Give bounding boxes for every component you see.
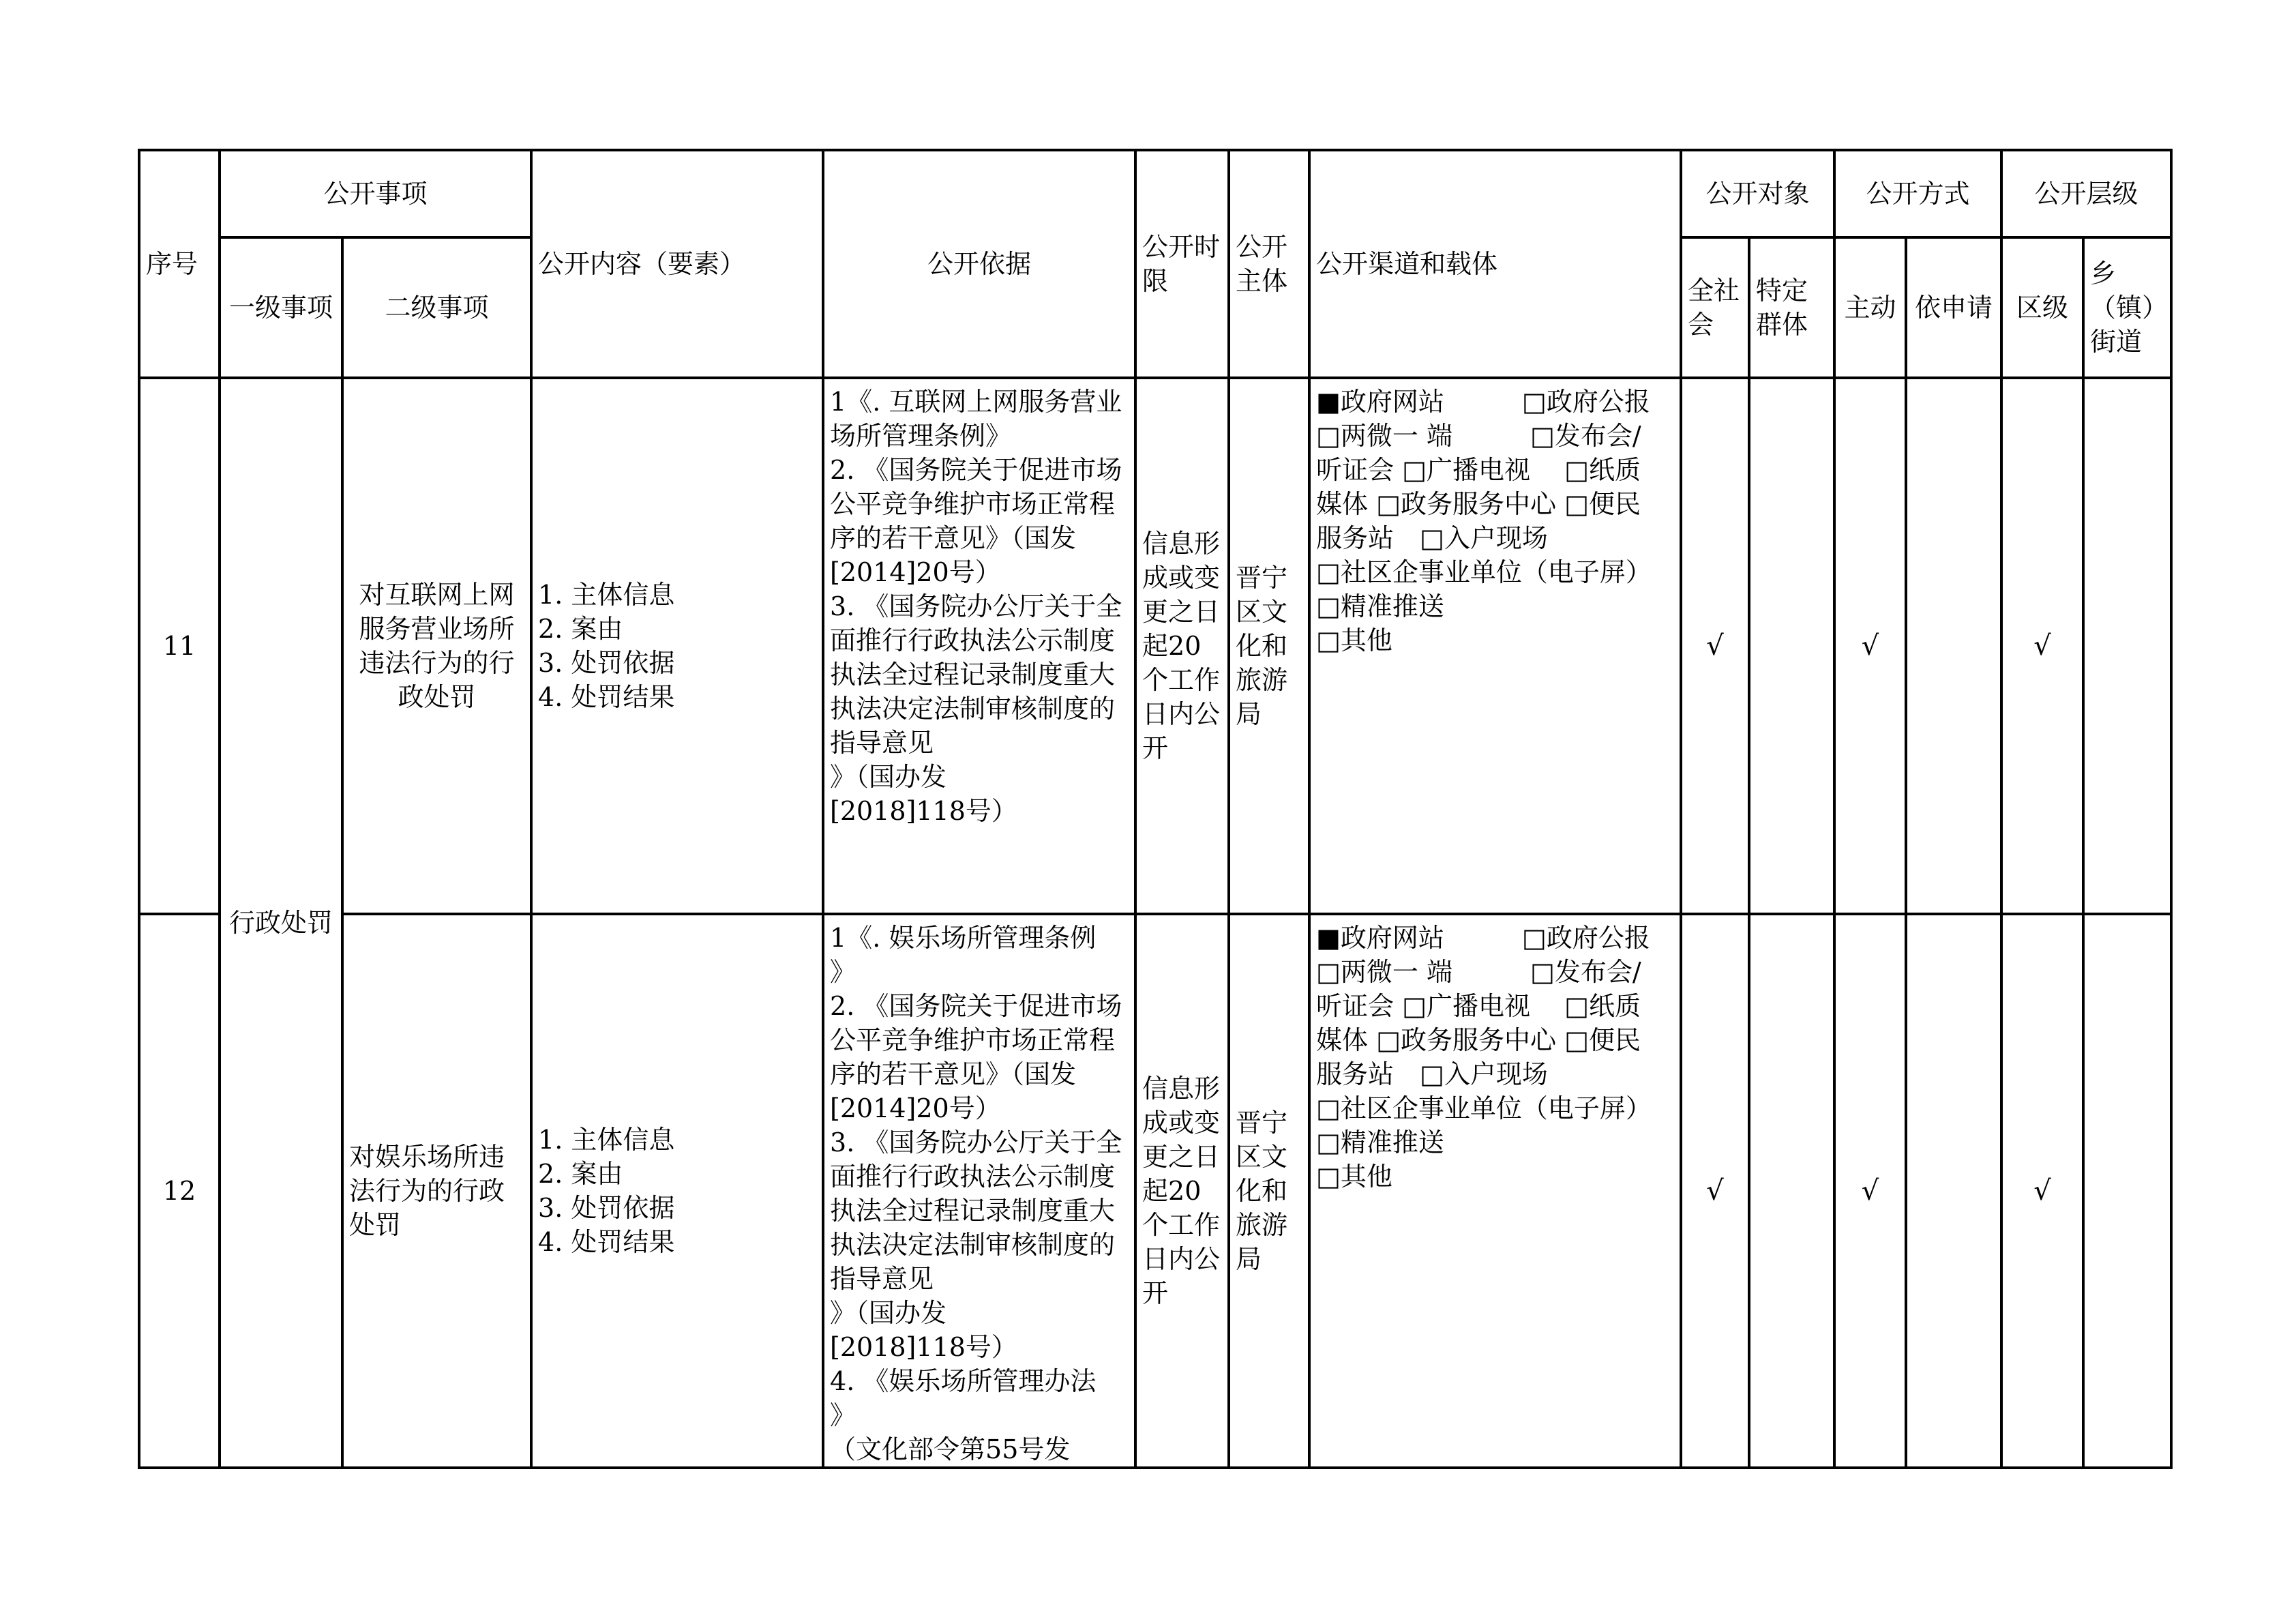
row-method-apply-check	[1906, 378, 2001, 914]
channel-line: □精准推送	[1316, 1127, 1444, 1157]
row-target-group-check	[1749, 378, 1834, 914]
header-channel: 公开渠道和载体	[1309, 150, 1681, 378]
row-level-district-check: √	[2001, 378, 2083, 914]
channel-line: □社区企事业单位（电子屏）	[1316, 1093, 1652, 1123]
channel-line: □两微一 端 □发布会/	[1316, 957, 1641, 987]
header-method-active: 主动	[1834, 237, 1906, 378]
channel-line: □其他	[1316, 1162, 1392, 1192]
header-public-item: 公开事项	[220, 150, 531, 237]
header-target-all: 全社会	[1681, 237, 1749, 378]
header-level-town: 乡（镇）街道	[2083, 237, 2171, 378]
channel-line: ■政府网站 □政府公报	[1316, 387, 1650, 417]
row-channels	[1309, 914, 1681, 1468]
table-row	[139, 914, 2171, 1468]
table-row	[139, 378, 2171, 914]
row-target-all-check: √	[1681, 914, 1749, 1468]
header-row-1	[139, 150, 2171, 237]
row-target-all-check: √	[1681, 378, 1749, 914]
row-level-town-check	[2083, 378, 2171, 914]
row-time-limit: 信息形成或变更之日起20个工作日内公开	[1135, 914, 1229, 1468]
row-seq: 11	[139, 378, 220, 914]
row-basis: 1《. 互联网上网服务营业场所管理条例》 2. 《国务院关于促进市场公平竞争维护市场正常程序的若干意见》（国发[2014]20号） 3. 《国务院办公厅关于全面推行行政执法公示制度执法全过程记录制度重大执法决定法制审核制度的指导意见 》（国办发 [2018]118号）	[823, 378, 1135, 914]
row-method-apply-check	[1906, 914, 2001, 1468]
row-method-active-check: √	[1834, 378, 1906, 914]
channel-line: 听证会 □广播电视 □纸质	[1316, 455, 1641, 485]
header-basis: 公开依据	[823, 150, 1135, 378]
row-level2-item: 对互联网上网服务营业场所违法行为的行政处罚	[342, 378, 531, 914]
row-subject: 晋宁区文化和旅游局	[1229, 914, 1309, 1468]
header-content: 公开内容（要素）	[531, 150, 823, 378]
channel-line: □两微一 端 □发布会/	[1316, 421, 1641, 451]
header-level1: 一级事项	[220, 237, 342, 378]
channel-line: 服务站 □入户现场	[1316, 1059, 1548, 1089]
row-content: 1. 主体信息 2. 案由 3. 处罚依据 4. 处罚结果	[531, 914, 823, 1468]
channel-line: 服务站 □入户现场	[1316, 523, 1548, 553]
channel-line: 媒体 □政务服务中心 □便民	[1316, 1025, 1641, 1055]
header-level-district: 区级	[2001, 237, 2083, 378]
row-level2-item: 对娱乐场所违法行为的行政处罚	[342, 914, 531, 1468]
channel-line: □社区企事业单位（电子屏）	[1316, 557, 1652, 587]
header-method: 公开方式	[1834, 150, 2001, 237]
row-level-district-check: √	[2001, 914, 2083, 1468]
header-seq: 序号	[139, 150, 220, 378]
row-target-group-check	[1749, 914, 1834, 1468]
header-time-limit: 公开时限	[1135, 150, 1229, 378]
row-content: 1. 主体信息 2. 案由 3. 处罚依据 4. 处罚结果	[531, 378, 823, 914]
channel-line: □其他	[1316, 625, 1392, 655]
disclosure-table	[138, 149, 2173, 1469]
channel-line: 媒体 □政务服务中心 □便民	[1316, 489, 1641, 519]
channel-line: □精准推送	[1316, 591, 1444, 621]
channel-line: 听证会 □广播电视 □纸质	[1316, 991, 1641, 1021]
row-subject: 晋宁区文化和旅游局	[1229, 378, 1309, 914]
row-method-active-check: √	[1834, 914, 1906, 1468]
channel-line: ■政府网站 □政府公报	[1316, 923, 1650, 953]
row-level1-item: 行政处罚	[220, 378, 342, 1468]
row-time-limit: 信息形成或变更之日起20个工作日内公开	[1135, 378, 1229, 914]
header-level: 公开层级	[2001, 150, 2171, 237]
header-target: 公开对象	[1681, 150, 1834, 237]
row-level-town-check	[2083, 914, 2171, 1468]
row-channels	[1309, 378, 1681, 914]
header-method-apply: 依申请	[1906, 237, 2001, 378]
header-subject: 公开主体	[1229, 150, 1309, 378]
row-seq: 12	[139, 914, 220, 1468]
row-basis: 1《. 娱乐场所管理条例 》 2. 《国务院关于促进市场公平竞争维护市场正常程序的若干意见》（国发[2014]20号） 3. 《国务院办公厅关于全面推行行政执法公示制度执法全过程记录制度重大执法决定法制审核制度的指导意见 》（国办发 [2018]118号） 4. 《娱乐场所管理办法 》 （文化部令第55号发	[823, 914, 1135, 1468]
header-target-group: 特定群体	[1749, 237, 1834, 378]
header-level2: 二级事项	[342, 237, 531, 378]
